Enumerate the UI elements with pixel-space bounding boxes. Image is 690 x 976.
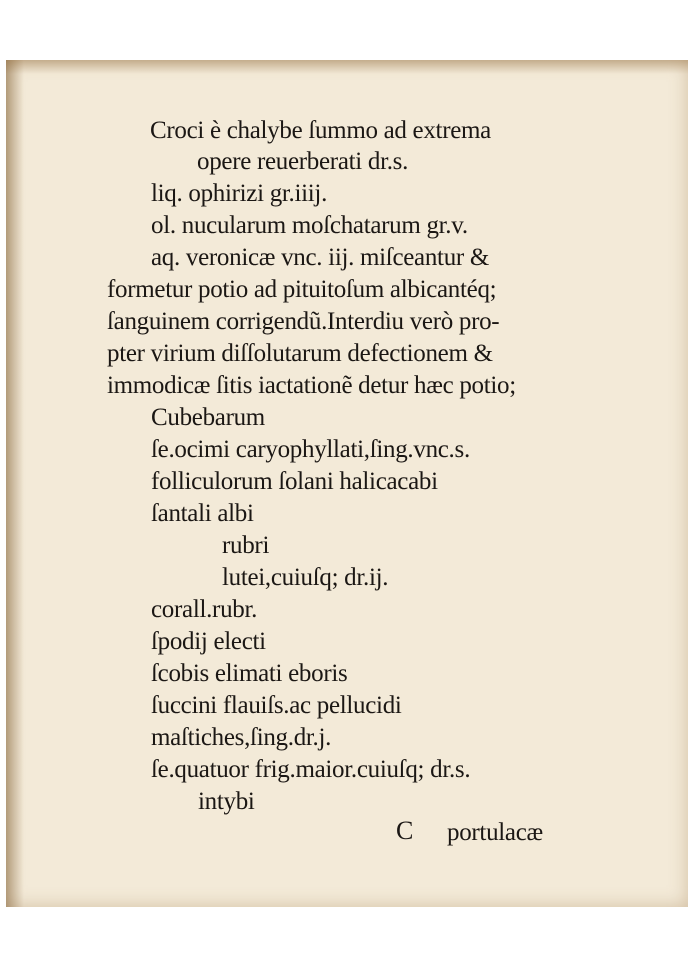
text-line: ſcobis elimati eboris bbox=[151, 660, 348, 687]
catchword: portulacæ bbox=[447, 819, 543, 846]
page-edge-stain bbox=[6, 60, 24, 907]
text-line: opere reuerberati dr.s. bbox=[197, 148, 409, 175]
text-line: immodicæ ſitis iactationẽ detur hæc potio; bbox=[107, 372, 516, 399]
text-line: ſuccini flauiſs.ac pellucidi bbox=[151, 692, 402, 719]
text-line: liq. ophirizi gr.iiij. bbox=[151, 180, 328, 207]
text-line: intybi bbox=[198, 788, 255, 815]
text-line: corall.rubr. bbox=[151, 596, 258, 623]
text-line: pter virium diſſolutarum defectionem & bbox=[107, 340, 493, 367]
text-line: Croci è chalybe ſummo ad extrema bbox=[150, 117, 491, 144]
text-line: ſantali albi bbox=[151, 500, 254, 527]
text-line: rubri bbox=[222, 532, 270, 559]
text-line: lutei,cuiuſq; dr.ij. bbox=[222, 564, 389, 591]
text-line: formetur potio ad pituitoſum albicantéq; bbox=[107, 276, 497, 303]
signature-mark: C bbox=[396, 816, 414, 845]
text-line: ſpodij electi bbox=[151, 628, 266, 655]
text-line: aq. veronicæ vnc. iij. miſceantur & bbox=[151, 244, 490, 271]
text-line: maſtiches,ſing.dr.j. bbox=[151, 724, 332, 751]
text-line: folliculorum ſolani halicacabi bbox=[151, 468, 438, 495]
text-line: ſanguinem corrigendũ.Interdiu verò pro- bbox=[107, 308, 500, 335]
text-line: ol. nucularum moſchatarum gr.v. bbox=[151, 212, 468, 239]
text-line: ſe.quatuor frig.maior.cuiuſq; dr.s. bbox=[151, 756, 471, 783]
text-line: Cubebarum bbox=[151, 404, 265, 431]
page-top-stain bbox=[6, 60, 688, 74]
text-line: ſe.ocimi caryophyllati,ſing.vnc.s. bbox=[151, 436, 470, 463]
